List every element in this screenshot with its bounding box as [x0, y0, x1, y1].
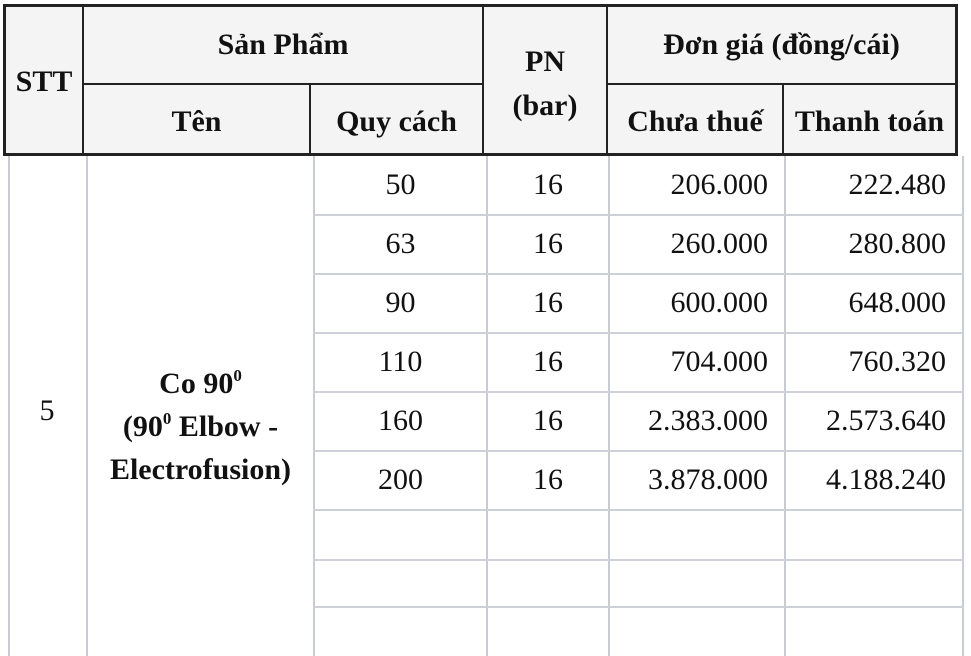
header-ten: Tên — [171, 105, 222, 138]
table-header — [3, 4, 958, 156]
cell-quy-cach: 160 — [378, 404, 423, 437]
cell-pn: 16 — [533, 168, 563, 201]
cell-chua-thue: 600.000 — [670, 286, 768, 319]
cell-quy-cach: 50 — [385, 168, 416, 201]
product-name-line3: Electrofusion) — [109, 453, 292, 486]
grid-line — [313, 559, 964, 561]
cell-chua-thue: 206.000 — [670, 168, 768, 201]
cell-thanh-toan: 648.000 — [848, 286, 946, 319]
cell-thanh-toan: 4.188.240 — [826, 463, 946, 496]
grid-line — [962, 156, 964, 656]
grid-line — [313, 606, 964, 608]
grid-line — [313, 273, 964, 275]
grid-line — [313, 509, 964, 511]
cell-pn: 16 — [533, 345, 563, 378]
grid-line — [313, 450, 964, 452]
cell-chua-thue: 2.383.000 — [648, 404, 768, 437]
header-quy-cach: Quy cách — [336, 105, 457, 138]
cell-thanh-toan: 280.800 — [848, 227, 946, 260]
grid-line — [313, 214, 964, 216]
header-divider — [82, 83, 484, 85]
grid-line — [313, 332, 964, 334]
stt-value: 5 — [39, 394, 55, 427]
header-stt: STT — [15, 65, 73, 98]
cell-quy-cach: 110 — [378, 345, 423, 378]
header-pn: PN — [525, 45, 565, 78]
product-name-line2: ($90^0$ Elbow - — [122, 409, 279, 443]
header-chua-thue: Chưa thuế — [627, 105, 763, 138]
header-thanh-toan: Thanh toán — [794, 105, 945, 138]
cell-pn: 16 — [533, 227, 563, 260]
cell-chua-thue: 3.878.000 — [648, 463, 768, 496]
header-divider — [606, 83, 955, 85]
header-pn-unit: (bar) — [512, 89, 578, 122]
cell-chua-thue: 704.000 — [670, 345, 768, 378]
cell-pn: 16 — [533, 286, 563, 319]
cell-thanh-toan: 222.480 — [848, 168, 946, 201]
table-body — [8, 156, 966, 656]
header-san-pham: Sản Phẩm — [217, 28, 349, 61]
cell-pn: 16 — [533, 404, 563, 437]
header-divider — [482, 7, 484, 153]
product-name-line1: Co $90^0$ — [159, 366, 242, 400]
cell-quy-cach: 200 — [378, 463, 423, 496]
cell-thanh-toan: 760.320 — [848, 345, 946, 378]
cell-quy-cach: 63 — [385, 227, 416, 260]
header-don-gia: Đơn giá (đồng/cái) — [663, 28, 900, 61]
cell-quy-cach: 90 — [385, 286, 416, 319]
product-name — [88, 362, 313, 491]
cell-pn: 16 — [533, 463, 563, 496]
cell-thanh-toan: 2.573.640 — [826, 404, 946, 437]
grid-line — [313, 391, 964, 393]
cell-chua-thue: 260.000 — [670, 227, 768, 260]
